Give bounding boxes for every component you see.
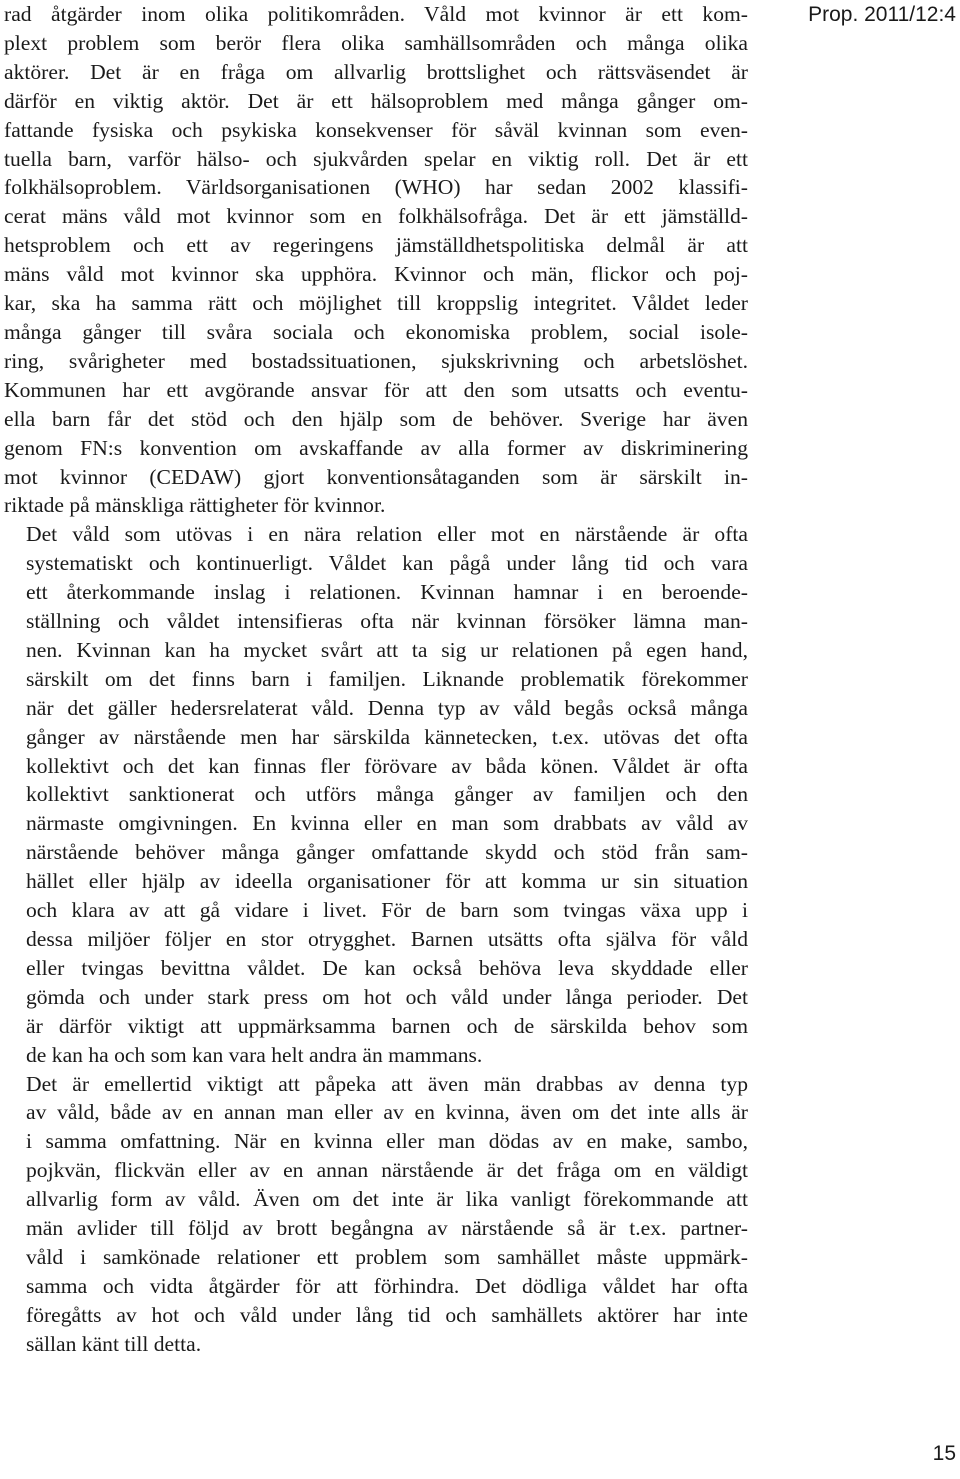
text-line: cerat mäns våld mot kvinnor som en folkhälsofråga. Det är ett jämställd- (4, 204, 748, 229)
text-line: mäns våld mot kvinnor ska upphöra. Kvinnor och män, flickor och poj- (4, 262, 748, 287)
text-line: är därför viktigt att uppmärksamma barnen och de särskilda behov som (26, 1013, 748, 1038)
text-line: Det våld som utövas i en nära relation eller mot en närstående är ofta (26, 522, 748, 547)
text-line: genom FN:s konvention om avskaffande av alla former av diskriminering (4, 435, 748, 460)
text-line: de kan ha och som kan vara helt andra än mammans. (26, 1042, 483, 1067)
text-line: riktade på mänskliga rättigheter för kvinnor. (4, 493, 386, 518)
proposition-number: Prop. 2011/12:4 (808, 3, 956, 26)
text-line: eller tvingas bevittna våldet. De kan också behöva leva skyddade eller (26, 955, 748, 980)
text-line: gånger av närstående men har särskilda kännetecken, t.ex. utövas det ofta (26, 724, 748, 749)
text-line: och klara av att gå vidare i livet. För de barn som tvingas växa upp i (26, 898, 748, 923)
text-line: närstående behöver många gånger omfattande skydd och stöd från sam- (26, 840, 748, 865)
text-line: folkhälsoproblem. Världsorganisationen (WHO) har sedan 2002 klassifi- (4, 175, 748, 200)
text-line: systematiskt och kontinuerligt. Våldet kan pågå under lång tid och vara (26, 551, 748, 576)
text-line: hetsproblem och ett av regeringens jämställdhetspolitiska delmål är att (4, 233, 748, 258)
text-line: föregåtts av hot och våld under lång tid och samhällets aktörer har inte (26, 1302, 748, 1327)
text-line: pojkvän, flickvän eller av en annan närstående är det fråga om en väldigt (26, 1158, 748, 1183)
page-number: 15 (932, 1442, 956, 1465)
text-line: allvarlig form av våld. Även om det inte är lika vanligt förekommande att (26, 1187, 748, 1212)
text-line: män avlider till följd av brott begångna av närstående så är t.ex. partner- (26, 1216, 748, 1241)
text-line: ett återkommande inslag i relationen. Kvinnan hamnar i en beroende- (26, 580, 748, 605)
text-line: dessa miljöer följer en stor otrygghet. Barnen utsätts ofta själva för våld (26, 927, 748, 951)
text-line: ring, svårigheter med bostadssituationen, sjukskrivning och arbetslöshet. (4, 348, 748, 373)
text-line: kollektivt och det kan finnas fler förövare av båda könen. Våldet är ofta (26, 753, 748, 778)
paragraph (4, 1070, 748, 1359)
text-line: när det gäller hedersrelaterat våld. Denna typ av våld begås också många (26, 695, 748, 720)
text-line: närmaste omgivningen. En kvinna eller en man som drabbats av våld av (26, 811, 748, 836)
text-line: fattande fysiska och psykiska konsekvenser för såväl kvinnan som even- (4, 117, 748, 142)
text-line: kar, ska ha samma rätt och möjlighet till kroppslig integritet. Våldet leder (4, 291, 748, 316)
text-line: därför en viktig aktör. Det är ett hälsoproblem med många gånger om- (4, 88, 748, 113)
text-line: samma och vidta åtgärder för att förhindra. Det dödliga våldet har ofta (26, 1273, 748, 1298)
text-line: våld i samkönade relationer ett problem som samhället måste uppmärk- (26, 1244, 748, 1269)
text-line: i samma omfattning. När en kvinna eller man dödas av en make, sambo, (26, 1129, 748, 1154)
text-line: ställning och våldet intensifieras ofta när kvinnan försöker lämna man- (26, 609, 748, 634)
text-line: många gånger till svåra sociala och ekonomiska problem, social isole- (4, 319, 748, 344)
text-line: Det är emellertid viktigt att påpeka att även män drabbas av denna typ (26, 1071, 748, 1096)
text-line: Kommunen har ett avgörande ansvar för att den som utsatts och eventu- (4, 377, 748, 402)
text-line: särskilt om det finns barn i familjen. Liknande problematik förekommer (26, 666, 748, 691)
text-line: rad åtgärder inom olika politikområden. Våld mot kvinnor är ett kom- (4, 2, 748, 26)
text-line: sällan känt till detta. (26, 1331, 202, 1356)
text-line: av våld, både av en annan man eller av en kvinna, även om det inte alls är (26, 1100, 748, 1125)
body-text (4, 0, 748, 1359)
text-line: hället eller hjälp av ideella organisationer för att komma ur sin situation (26, 869, 748, 894)
paragraph (4, 0, 748, 520)
paragraph (4, 520, 748, 1069)
text-line: plext problem som berör flera olika samhällsområden och många olika (4, 30, 748, 55)
text-line: aktörer. Det är en fråga om allvarlig brottslighet och rättsväsendet är (4, 59, 748, 84)
text-line: gömda och under stark press om hot och våld under långa perioder. Det (26, 984, 748, 1009)
text-line: kollektivt sanktionerat och utförs många gånger av familjen och den (26, 782, 748, 807)
text-line: tuella barn, varför hälso- och sjukvården spelar en viktig roll. Det är ett (4, 146, 748, 171)
text-line: mot kvinnor (CEDAW) gjort konventionsåtaganden som är särskilt in- (4, 464, 748, 489)
text-line: nen. Kvinnan kan ha mycket svårt att ta sig ur relationen på egen hand, (26, 637, 748, 662)
text-line: ella barn får det stöd och den hjälp som de behöver. Sverige har även (4, 406, 748, 431)
